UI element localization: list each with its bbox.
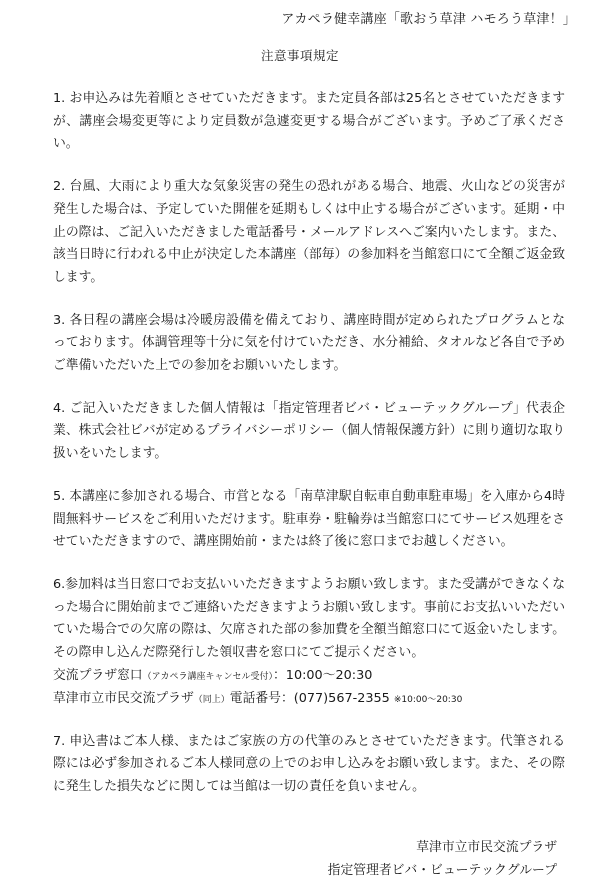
section-5 xyxy=(53,486,565,554)
page-title: 注意事項規定 xyxy=(260,48,339,63)
window-label: 交流プラザ窓口 xyxy=(53,667,143,683)
section-4-text: 4. ご記入いただきました個人情報は「指定管理者ビバ・ビューテックグループ」代表企業、株式会社ビバが定めるプライバシーポリシー（個人情報保護方針）に則り適切な取り扱いをいたします。 xyxy=(53,400,565,462)
section-6-text: 6.参加料は当日窓口でお支払いいただきますようお願い致します。また受講ができなくなった場合に開始前までご連絡いただきますようお願い致します。事前にお支払いいただいていた場合での欠席の際は、欠席された部の参加費を全額当館窓口にて返金いたします。その際申し込んだ際発行した領収書を窓口にてご提示ください。 xyxy=(53,576,565,661)
window-hours: ：10:00～20:30 xyxy=(273,667,373,683)
section-1-text: 1. お申込みは先着順とさせていただきます。また定員各部は25名とさせていただきますが、講座会場変更等により定員数が急遽変更する場合がございます。予めご了承ください。 xyxy=(53,91,565,152)
section-6 xyxy=(53,574,565,711)
section-4 xyxy=(53,398,565,466)
section-2-text: 2. 台風、大雨により重大な気象災害の発生の恐れがある場合、地震、火山などの災害が発生した場合は、予定していた開催を延期もしくは中止する場合がございます。延期・中止の際は、ご記入いただきました電話番号・メールアドレスへご案内いたします。また、該当日時に行われる中止が決定した本講座（部毎）の参加料を当館窓口にて全額ご返金致します。 xyxy=(53,179,565,285)
footer-manager: 指定管理者ビバ・ビューテックグループ xyxy=(327,863,557,878)
phone-hours: ※10:00～20:30 xyxy=(393,694,463,705)
section-7-text: 7. 申込書はご本人様、またはご家族の方の代筆のみとさせていただきます。代筆される際には必ず参加されるご本人様同意の上でのお申し込みをお願い致します。また、その際に発生した損失などに関しては当館は一切の責任を負いません。 xyxy=(53,733,565,795)
window-note: （アカペラ講座キャンセル受付） xyxy=(142,671,273,682)
section-5-text: 5. 本講座に参加される場合、市営となる「南草津駅自転車自動車駐車場」を入庫から4時間無料サービスをご利用いただけます。駐車券・駐輪券は当館窓口にてサービス処理をさせていただきますので、講座開始前・または終了後に窓口までお越しください。 xyxy=(53,488,565,550)
footer-organization: 草津市立市民交流プラザ xyxy=(416,840,557,855)
event-title: アカペラ健幸講座「歌おう草津 ハモろう草津！」 xyxy=(281,12,576,27)
section-3 xyxy=(53,310,565,378)
section-2 xyxy=(53,176,565,290)
phone-note: （同上） xyxy=(193,694,230,705)
footer-signature xyxy=(328,836,557,882)
section-3-text: 3. 各日程の講座会場は冷暖房設備を備えており、講座時間が定められたプログラムとなっております。体調管理等十分に気を付けていただき、水分補給、タオルなど各自で予めご準備いただいた上での参加をお願いいたします。 xyxy=(53,312,565,374)
section-1 xyxy=(53,88,565,156)
document-body xyxy=(53,88,565,819)
window-contact-line xyxy=(53,665,565,688)
phone-number: 電話番号：(077)567-2355 xyxy=(229,690,390,706)
phone-label: 草津市立市民交流プラザ xyxy=(53,690,194,706)
section-7 xyxy=(53,731,565,799)
phone-contact-line xyxy=(53,688,565,711)
